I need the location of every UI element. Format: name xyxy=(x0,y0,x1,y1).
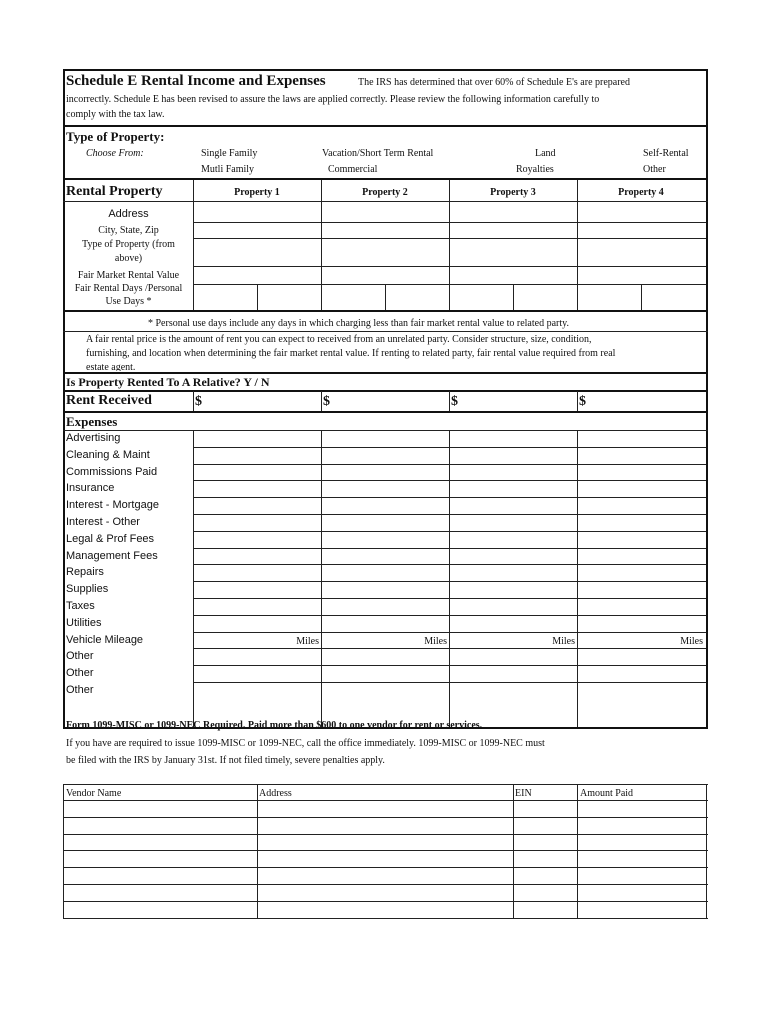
choose-from-label: Choose From: xyxy=(86,148,144,159)
row-days-label-1: Fair Rental Days /Personal xyxy=(74,283,183,294)
expense-input-property-2[interactable] xyxy=(322,549,448,565)
option-land: Land xyxy=(535,148,556,159)
expense-input-property-3[interactable] xyxy=(450,666,576,682)
expense-label: Other xyxy=(66,684,94,696)
expense-input-property-1[interactable] xyxy=(194,616,320,632)
miles-label: Miles xyxy=(552,636,575,647)
vendor-amount-header: Amount Paid xyxy=(580,788,634,799)
expense-input-property-4[interactable] xyxy=(578,481,704,497)
expense-input-property-2[interactable] xyxy=(322,683,448,699)
expense-input-property-1[interactable] xyxy=(194,599,320,615)
intro-line-2: incorrectly. Schedule E has been revised to assure the laws are applied correctly. Please review the following information carefully to xyxy=(66,94,600,105)
vendor-address-header: Address xyxy=(259,788,292,799)
expense-input-property-1[interactable] xyxy=(194,582,320,598)
expense-input-property-3[interactable] xyxy=(450,549,576,565)
expense-input-property-1[interactable] xyxy=(194,465,320,481)
fair-rental-note-1: A fair rental price is the amount of rent you can expect to received from an unrelated party. Consider structure, size, condition, xyxy=(86,334,592,345)
expense-input-property-3[interactable] xyxy=(450,448,576,464)
expense-input-property-3[interactable] xyxy=(450,498,576,514)
expense-input-property-1[interactable] xyxy=(194,565,320,581)
expense-input-property-1[interactable] xyxy=(194,481,320,497)
rent-received-label: Rent Received xyxy=(66,393,152,408)
intro-line-3: comply with the tax law. xyxy=(66,109,165,120)
address-input-2[interactable] xyxy=(322,202,448,221)
expense-input-property-4[interactable] xyxy=(578,582,704,598)
form-1099-heading: Form 1099-MISC or 1099-NEC Required. Paid more than $600 to one vendor for rent or services. xyxy=(66,720,483,731)
expense-input-property-3[interactable] xyxy=(450,515,576,531)
expense-input-property-3[interactable] xyxy=(450,565,576,581)
expense-label: Interest - Mortgage xyxy=(66,499,159,511)
option-multi-family: Mutli Family xyxy=(201,164,255,175)
expense-input-property-1[interactable] xyxy=(194,683,320,699)
expense-input-property-3[interactable] xyxy=(450,582,576,598)
row-fmv-label: Fair Market Rental Value xyxy=(77,270,180,281)
rent-currency-3: $ xyxy=(451,394,458,409)
expense-input-property-2[interactable] xyxy=(322,616,448,632)
expense-input-property-2[interactable] xyxy=(322,448,448,464)
column-property-2: Property 2 xyxy=(362,187,408,198)
expense-input-property-4[interactable] xyxy=(578,448,704,464)
miles-label: Miles xyxy=(424,636,447,647)
option-self-rental: Self-Rental xyxy=(643,148,689,159)
expense-label: Insurance xyxy=(66,482,115,494)
expense-label: Supplies xyxy=(66,583,109,595)
expense-input-property-2[interactable] xyxy=(322,498,448,514)
expense-label: Interest - Other xyxy=(66,516,140,528)
expense-input-property-2[interactable] xyxy=(322,481,448,497)
column-property-1: Property 1 xyxy=(234,187,280,198)
vendor-row[interactable] xyxy=(64,801,705,817)
expense-input-property-2[interactable] xyxy=(322,515,448,531)
fair-rental-note-3: estate agent. xyxy=(86,362,136,371)
address-input-1[interactable] xyxy=(194,202,320,221)
rent-currency-1: $ xyxy=(195,394,202,409)
row-type-label-1: Type of Property (from xyxy=(82,239,175,250)
row-type-label-2: above) xyxy=(114,253,143,264)
miles-label: Miles xyxy=(296,636,319,647)
vendor-ein-header: EIN xyxy=(515,788,532,799)
expense-input-property-1[interactable] xyxy=(194,649,320,665)
expense-input-property-3[interactable] xyxy=(450,532,576,548)
form-1099-line-1: If you have are required to issue 1099-MISC or 1099-NEC, call the office immediately. 1099-MISC or 1099-NEC must xyxy=(66,738,545,749)
expense-input-property-4[interactable] xyxy=(578,465,704,481)
expense-input-property-1[interactable] xyxy=(194,498,320,514)
expense-label: Commissions Paid xyxy=(66,466,158,478)
expense-input-property-4[interactable] xyxy=(578,649,704,665)
expense-label: Vehicle Mileage xyxy=(66,634,144,646)
vendor-row[interactable] xyxy=(64,902,705,918)
expense-input-property-4[interactable] xyxy=(578,683,704,699)
expense-input-property-4[interactable] xyxy=(578,515,704,531)
expense-input-property-3[interactable] xyxy=(450,683,576,699)
option-vacation-rental: Vacation/Short Term Rental xyxy=(322,148,434,159)
option-single-family: Single Family xyxy=(201,148,258,159)
expense-input-property-1[interactable] xyxy=(194,532,320,548)
vendor-row[interactable] xyxy=(64,868,705,884)
expense-label: Utilities xyxy=(66,617,102,629)
option-commercial: Commercial xyxy=(328,164,378,175)
expense-input-property-4[interactable] xyxy=(578,532,704,548)
vendor-row[interactable] xyxy=(64,885,705,901)
expense-input-property-3[interactable] xyxy=(450,465,576,481)
expense-input-property-2[interactable] xyxy=(322,649,448,665)
expense-input-property-1[interactable] xyxy=(194,448,320,464)
expense-input-property-3[interactable] xyxy=(450,616,576,632)
vendor-row[interactable] xyxy=(64,851,705,867)
expense-input-property-1[interactable] xyxy=(194,515,320,531)
expense-input-property-4[interactable] xyxy=(578,549,704,565)
expense-input-property-2[interactable] xyxy=(322,565,448,581)
option-other: Other xyxy=(643,164,666,175)
intro-line-1: The IRS has determined that over 60% of Schedule E's are prepared xyxy=(358,77,630,88)
vendor-name-header: Vendor Name xyxy=(66,788,122,799)
expense-input-property-1[interactable] xyxy=(194,549,320,565)
expense-label: Advertising xyxy=(66,432,121,444)
expense-input-property-4[interactable] xyxy=(578,599,704,615)
option-royalties: Royalties xyxy=(516,164,554,175)
expense-input-property-3[interactable] xyxy=(450,431,576,447)
vendor-row[interactable] xyxy=(64,835,705,851)
row-days-label-2: Use Days * xyxy=(105,296,152,307)
row-address-label: Address xyxy=(108,208,149,220)
expense-label: Management Fees xyxy=(66,550,158,562)
rent-currency-4: $ xyxy=(579,394,586,409)
expense-label: Taxes xyxy=(66,600,95,612)
type-of-property-heading: Type of Property: xyxy=(66,129,165,144)
expense-input-property-2[interactable] xyxy=(322,532,448,548)
expense-input-property-4[interactable] xyxy=(578,616,704,632)
expense-input-property-2[interactable] xyxy=(322,431,448,447)
expense-label: Other xyxy=(66,650,94,662)
address-input-3[interactable] xyxy=(450,202,576,221)
column-property-4: Property 4 xyxy=(618,187,664,198)
address-input-4[interactable] xyxy=(578,202,704,221)
row-city-label: City, State, Zip xyxy=(98,225,159,236)
expense-label: Legal & Prof Fees xyxy=(66,533,155,545)
personal-use-footnote: * Personal use days include any days in which charging less than fair market rental value to related party. xyxy=(148,318,569,329)
expense-input-property-2[interactable] xyxy=(322,582,448,598)
expense-label: Repairs xyxy=(66,566,104,578)
expense-input-property-1[interactable] xyxy=(194,666,320,682)
rent-currency-2: $ xyxy=(323,394,330,409)
expense-input-property-2[interactable] xyxy=(322,465,448,481)
miles-label: Miles xyxy=(680,636,703,647)
form-title: Schedule E Rental Income and Expenses xyxy=(66,73,326,89)
expense-input-property-2[interactable] xyxy=(322,599,448,615)
expense-label: Other xyxy=(66,667,94,679)
relative-question: Is Property Rented To A Relative? Y / N xyxy=(66,375,270,389)
expense-input-property-4[interactable] xyxy=(578,565,704,581)
column-property-3: Property 3 xyxy=(490,187,536,198)
expense-input-property-4[interactable] xyxy=(578,498,704,514)
expense-input-property-2[interactable] xyxy=(322,666,448,682)
expense-label: Cleaning & Maint xyxy=(66,449,150,461)
expense-input-property-4[interactable] xyxy=(578,431,704,447)
expense-input-property-1[interactable] xyxy=(194,431,320,447)
expense-input-property-3[interactable] xyxy=(450,481,576,497)
expense-input-property-3[interactable] xyxy=(450,599,576,615)
rental-property-heading: Rental Property xyxy=(66,184,163,199)
form-1099-line-2: be filed with the IRS by January 31st. If not filed timely, severe penalties apply. xyxy=(66,755,385,766)
fair-rental-note-2: furnishing, and location when determining the fair market rental value. If renting to related party, fair rental value required from real xyxy=(86,348,616,359)
expense-input-property-3[interactable] xyxy=(450,649,576,665)
vendor-row[interactable] xyxy=(64,818,705,834)
expense-input-property-4[interactable] xyxy=(578,666,704,682)
expenses-heading: Expenses xyxy=(66,414,118,429)
